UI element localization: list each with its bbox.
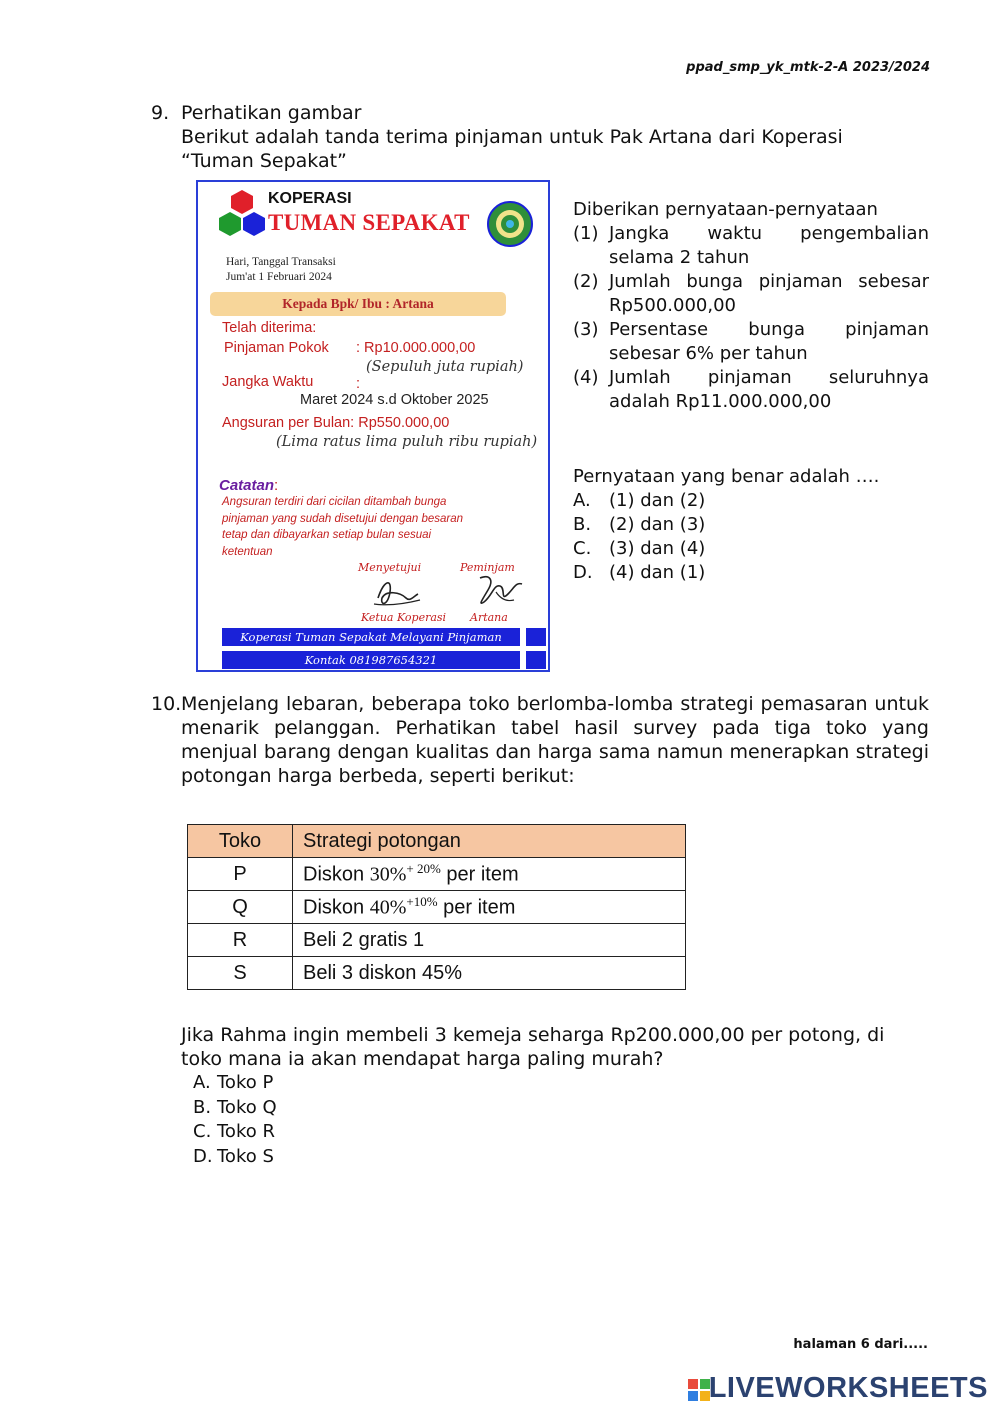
q9-option-c[interactable] [573, 537, 929, 561]
contact-square [526, 651, 546, 669]
option-letter: D. [573, 562, 593, 583]
q9-option-d[interactable] [573, 561, 929, 585]
cell-pre: Diskon [303, 896, 365, 919]
note-colon: : [274, 477, 279, 494]
statements-block [573, 198, 929, 414]
option-text: (3) dan (4) [609, 538, 706, 559]
principal-words: (Sepuluh juta rupiah) [366, 359, 524, 375]
q10-option-d[interactable] [193, 1145, 277, 1170]
term-colon: : [356, 376, 361, 392]
date-value: Jum'at 1 Februari 2024 [226, 271, 332, 283]
option-text: Toko S [217, 1145, 274, 1167]
liveworksheets-logo-icon [688, 1379, 710, 1405]
cell-toko: R [188, 924, 293, 957]
cell-strategi: Beli 2 gratis 1 [293, 924, 686, 957]
contact-bar: Kontak 081987654321 [222, 651, 520, 669]
note-text [222, 494, 522, 560]
note-title: Catatan [219, 477, 275, 494]
approve-label: Menyetujui [358, 561, 422, 574]
note-line: tetap dan dibayarkan setiap bulan sesuai [222, 529, 432, 541]
target-emblem-icon [486, 200, 534, 248]
statement-num: (3) [573, 319, 599, 340]
note-line: Angsuran terdiri dari cicilan ditambah bunga [222, 496, 447, 508]
cell-sup: +10% [406, 894, 438, 910]
note-line: ketentuan [222, 545, 273, 558]
col-strategi: Strategi potongan [293, 825, 686, 858]
option-letter: B. [193, 1096, 212, 1118]
installment-words: (Lima ratus lima puluh ribu rupiah) [276, 434, 538, 450]
statement-2 [573, 270, 929, 318]
option-letter: A. [573, 490, 591, 511]
document-code: ppad_smp_yk_mtk-2-A 2023/2024 [686, 60, 930, 75]
cell-post: per item [443, 896, 516, 919]
cell-toko: Q [188, 891, 293, 924]
q9-line-1: Perhatikan gambar [181, 102, 362, 124]
slogan-square [526, 628, 546, 646]
cell-strategi: Beli 3 diskon 45% [293, 957, 686, 990]
option-text: Toko Q [217, 1096, 277, 1118]
q10-option-b[interactable] [193, 1096, 277, 1121]
option-text: (1) dan (2) [609, 490, 706, 511]
cell-toko: P [188, 858, 293, 891]
borrower-label: Peminjam [460, 561, 515, 574]
option-text: Toko P [217, 1072, 274, 1093]
statement-1 [573, 222, 929, 270]
q10-option-c[interactable] [193, 1120, 277, 1145]
cell-toko: S [188, 957, 293, 990]
strategy-table [187, 824, 686, 990]
statement-3 [573, 318, 929, 366]
q10-options [193, 1071, 277, 1169]
cell-post: per item [446, 863, 519, 886]
q9-option-b[interactable] [573, 513, 929, 537]
statement-4 [573, 366, 929, 414]
koperasi-logo-icon [214, 188, 270, 242]
statement-text: Persentase bunga pinjaman sebesar 6% per tahun [609, 319, 929, 364]
q10-option-a[interactable] [193, 1071, 277, 1096]
cell-sup: + 20% [406, 861, 441, 877]
received-label: Telah diterima: [222, 320, 317, 336]
option-letter: A. [193, 1072, 211, 1093]
liveworksheets-wordmark[interactable]: LIVEWORKSHEETS [708, 1372, 988, 1404]
col-toko: Toko [188, 825, 293, 858]
option-letter: C. [193, 1121, 212, 1142]
statement-text: Jumlah pinjaman seluruhnya adalah Rp11.000.000,00 [609, 367, 929, 412]
principal-label: Pinjaman Pokok [224, 340, 329, 356]
page-footer: halaman 6 dari..... [793, 1337, 928, 1352]
statement-num: (1) [573, 223, 599, 244]
table-row [188, 891, 686, 924]
q9-answers [573, 465, 929, 585]
note-heading [219, 475, 278, 494]
option-letter: B. [573, 514, 592, 535]
statement-text: Jangka waktu pengembalian selama 2 tahun [609, 223, 929, 268]
table-row [188, 924, 686, 957]
option-text: (2) dan (3) [609, 514, 706, 535]
q9-line-2: Berikut adalah tanda terima pinjaman untuk Pak Artana dari Koperasi “Tuman Sepakat” [181, 126, 843, 172]
table-header-row [188, 825, 686, 858]
cell-strategi [293, 891, 686, 924]
q10-text: Menjelang lebaran, beberapa toko berlomba-lomba strategi pemasaran untuk menarik pelanggan. Perhatikan tabel hasil survey pada tiga toko yang menjual barang dengan kualitas dan harga sama namun menerapkan strategi potongan harga berbeda, seperti berikut: [181, 693, 929, 787]
statement-num: (2) [573, 271, 599, 292]
note-line: pinjaman yang sudah disetujui dengan besaran [222, 512, 464, 525]
cell-pct: 40% [369, 896, 407, 919]
term-label: Jangka Waktu [222, 374, 314, 390]
loan-receipt [196, 180, 550, 672]
cell-pct: 30% [369, 863, 407, 886]
q9-number: 9. [151, 102, 170, 124]
q10-question: Jika Rahma ingin membeli 3 kemeja seharga Rp200.000,00 per potong, di toko mana ia akan mendapat harga paling murah? [181, 1024, 885, 1070]
option-text: Toko R [217, 1121, 275, 1142]
brand-main: TUMAN SEPAKAT [268, 210, 470, 235]
recipient-band: Kepada Bpk/ Ibu : Artana [210, 292, 506, 316]
date-label: Hari, Tanggal Transaksi [226, 256, 336, 268]
option-text: (4) dan (1) [609, 562, 706, 583]
table-row [188, 858, 686, 891]
option-letter: C. [573, 538, 592, 559]
option-letter: D. [193, 1145, 213, 1167]
term-value: Maret 2024 s.d Oktober 2025 [300, 392, 489, 408]
cell-strategi [293, 858, 686, 891]
approver-signature-icon [370, 576, 424, 610]
statement-num: (4) [573, 367, 599, 388]
slogan-bar: Koperasi Tuman Sepakat Melayani Pinjaman [222, 628, 520, 646]
borrower-signature-icon [470, 572, 526, 612]
installment: Angsuran per Bulan: Rp550.000,00 [222, 415, 450, 431]
statements-intro: Diberikan pernyataan-pernyataan [573, 199, 878, 220]
cell-pre: Diskon [303, 863, 365, 886]
statement-text: Jumlah bunga pinjaman sebesar Rp500.000,00 [609, 271, 929, 316]
borrower-name: Artana [470, 611, 508, 624]
brand-top: KOPERASI [268, 190, 352, 207]
q9-prompt: Pernyataan yang benar adalah …. [573, 466, 880, 487]
q9-option-a[interactable] [573, 489, 929, 513]
principal-value: : Rp10.000.000,00 [356, 340, 476, 356]
q10-number: 10. [151, 693, 182, 715]
approver-name: Ketua Koperasi [361, 611, 447, 624]
table-row [188, 957, 686, 990]
q9-text [181, 101, 901, 173]
